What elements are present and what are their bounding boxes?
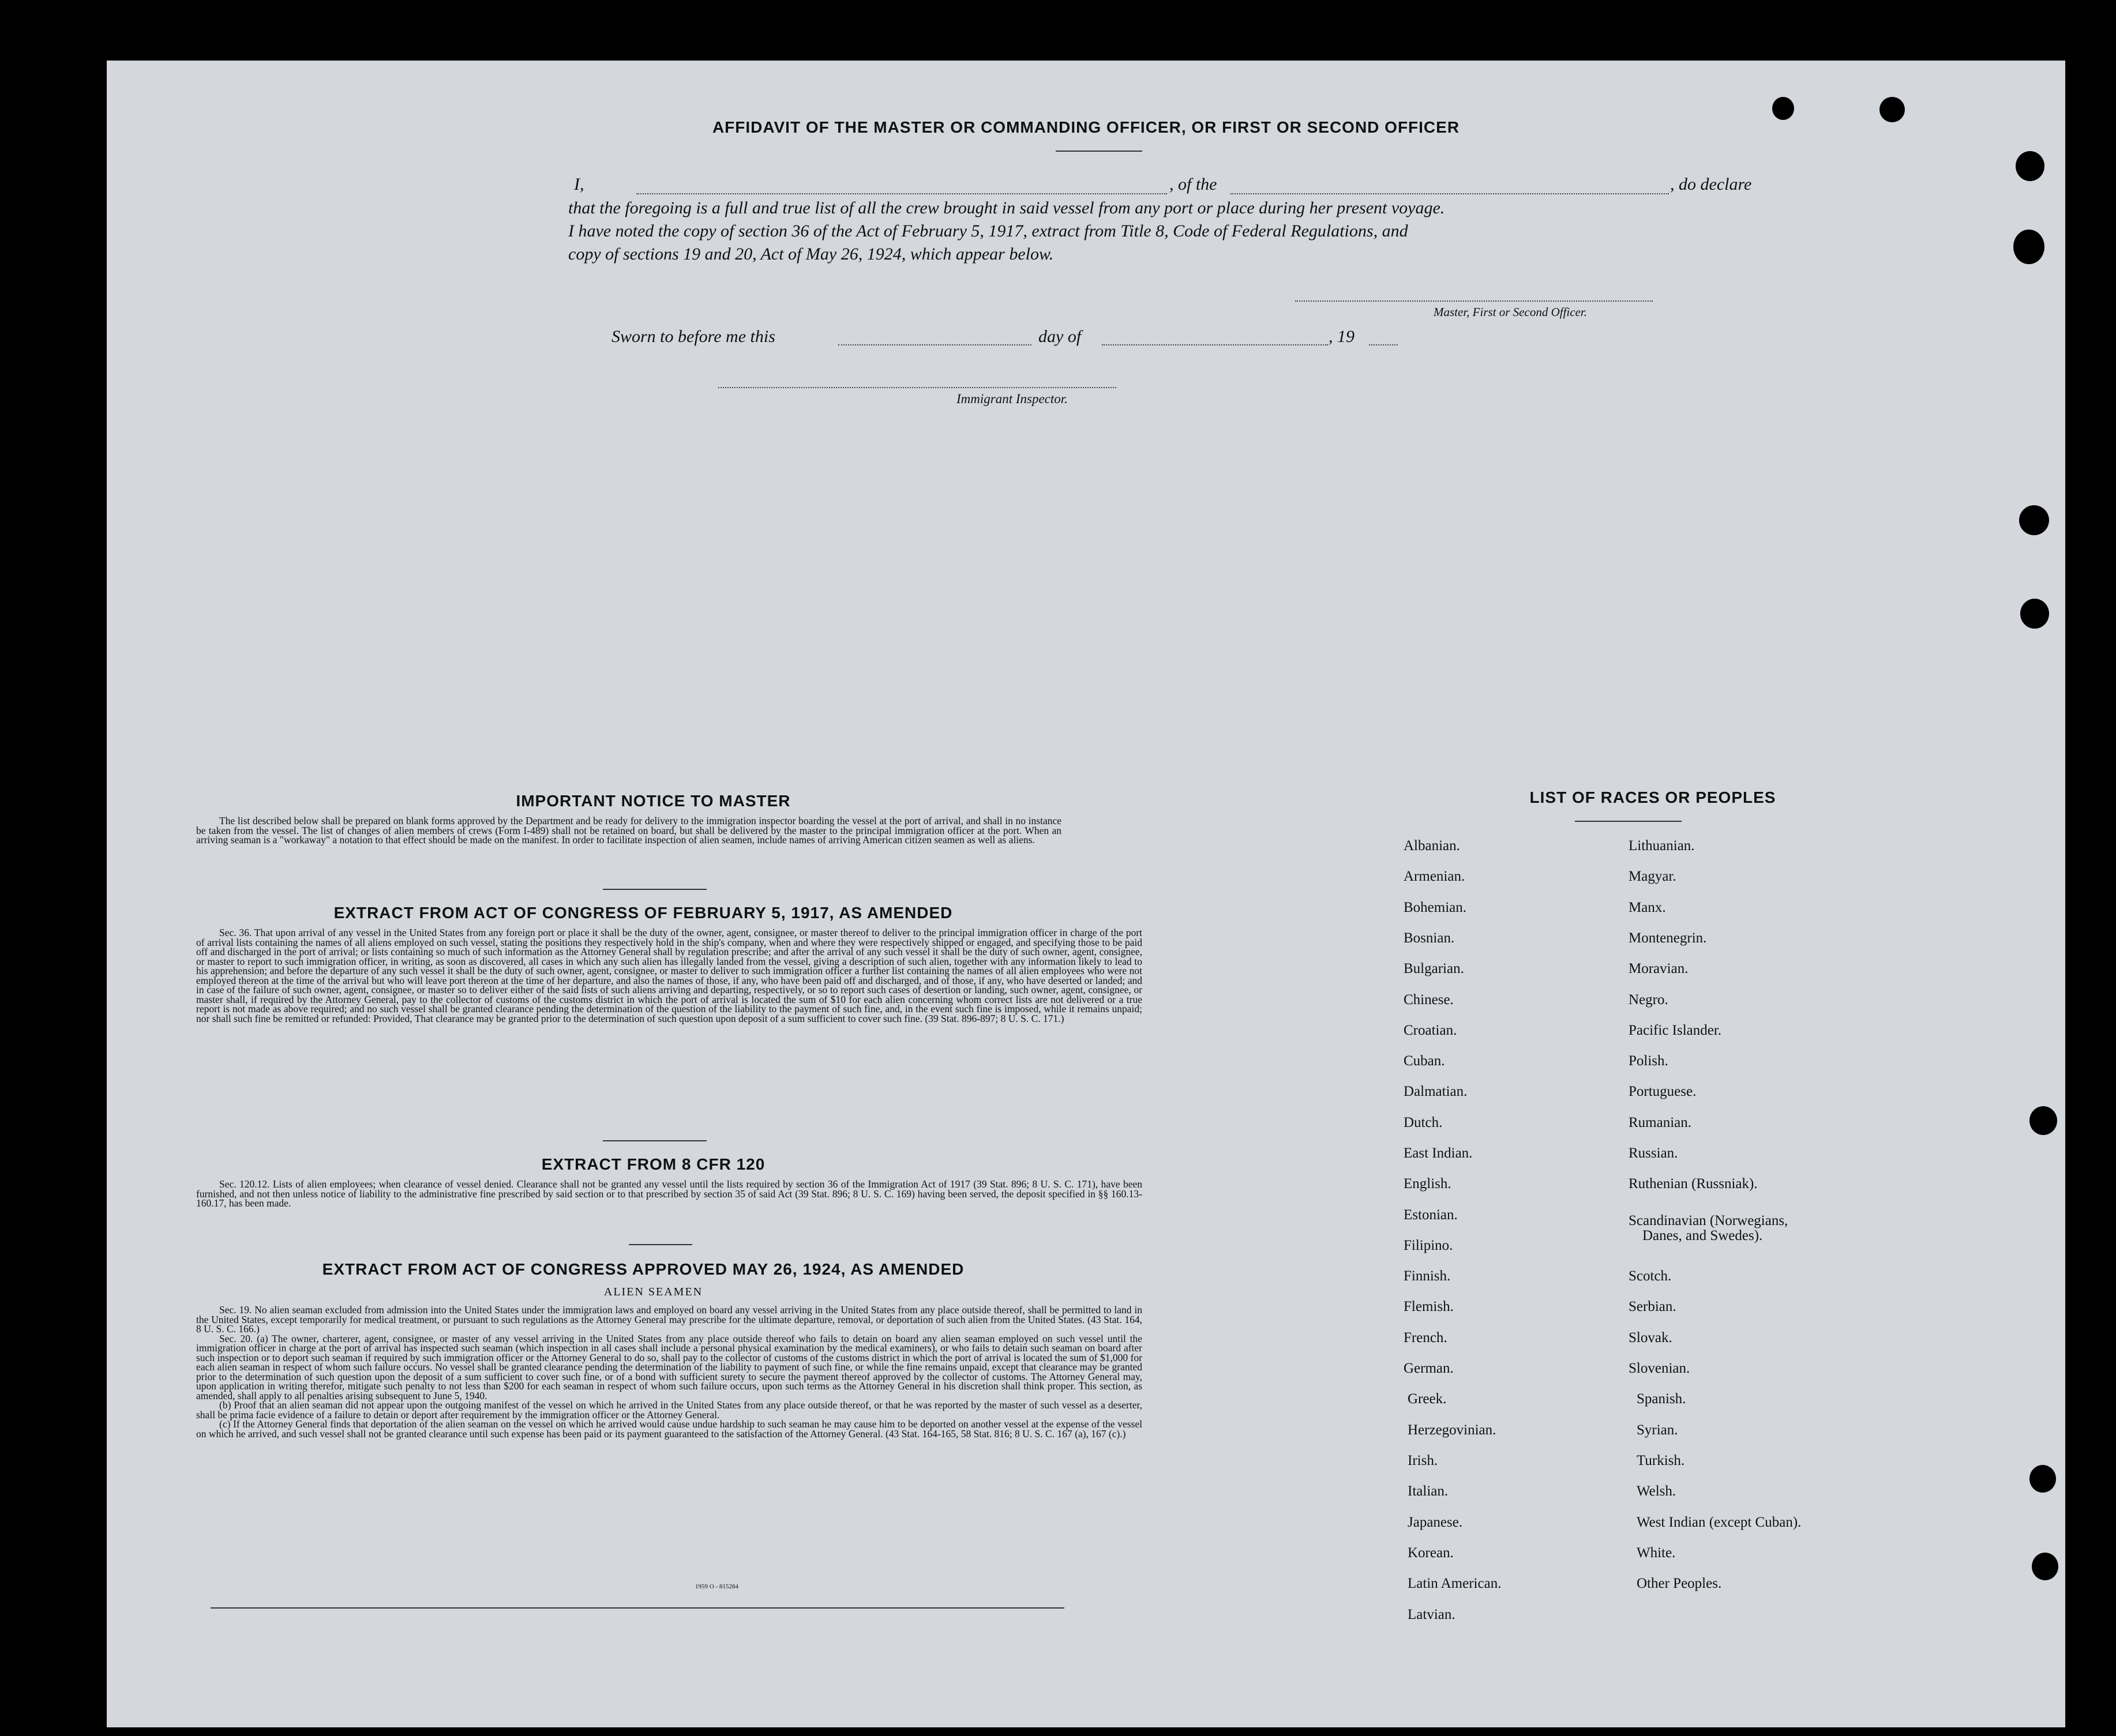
race-item: Slovak. — [1629, 1330, 1672, 1346]
race-item: Latvian. — [1408, 1607, 1455, 1622]
race-item: Polish. — [1629, 1053, 1668, 1069]
extract-1924-title: EXTRACT FROM ACT OF CONGRESS APPROVED MAY 26, 1924, AS AMENDED — [322, 1260, 965, 1278]
race-item: French. — [1404, 1330, 1447, 1346]
race-item: Chinese. — [1404, 992, 1454, 1008]
section-20b-paragraph: (b) Proof that an alien seaman did not appear upon the outgoing manifest of the vessel on which he arrived in the United States from any place outside thereof, or that he was reported by the master of such vessel as a deserter, shall be prima facie evidence of a failure to detain or deport after requirement by the immigration officer or the Attorney General. — [196, 1399, 1142, 1421]
race-item: Manx. — [1629, 900, 1666, 915]
race-item: Bulgarian. — [1404, 961, 1464, 976]
bottom-rule — [211, 1607, 1064, 1609]
extract-1924-subtitle: ALIEN SEAMEN — [603, 1286, 703, 1298]
race-item: Scandinavian (Norwegians, — [1629, 1213, 1788, 1228]
extract-cfr-paragraph: Sec. 120.12. Lists of alien employees; when clearance of vessel denied. Clearance shall not be granted any vessel until the lists required by section 36 of the Immigration Act of 1917 (39 Stat. 896; 8 U. S. C. 171), have been furnished, and not then unless notice of liability to the administrative fine prescribed by said section or to that prescribed by section 35 of said Act (39 Stat. 896; 8 U. S. C. 169) having been served, the deposit specified in §§ 160.13-160.17, has been made. — [196, 1178, 1142, 1209]
race-item: Albanian. — [1404, 838, 1460, 854]
notice-body — [196, 816, 1061, 845]
race-item: Other Peoples. — [1637, 1576, 1722, 1591]
race-item: Moravian. — [1629, 961, 1689, 976]
extract-1917-body — [196, 928, 1142, 1023]
punch-hole — [2032, 1553, 2058, 1580]
race-item: Danes, and Swedes). — [1642, 1228, 1763, 1243]
sworn-year-prefix: , 19 — [1329, 327, 1355, 346]
race-item: Japanese. — [1408, 1515, 1463, 1530]
race-item: Russian. — [1629, 1145, 1678, 1161]
race-item: Ruthenian (Russniak). — [1629, 1176, 1758, 1192]
race-item: Syrian. — [1637, 1422, 1678, 1438]
race-item: Welsh. — [1637, 1483, 1676, 1499]
affidavit-statement — [568, 197, 1775, 266]
vessel-field[interactable] — [1230, 193, 1669, 194]
sworn-month-field[interactable] — [1102, 344, 1328, 345]
inspector-signature-field[interactable] — [718, 387, 1116, 388]
race-item: Filipino. — [1404, 1238, 1453, 1253]
race-item: German. — [1404, 1361, 1454, 1376]
race-item: Turkish. — [1637, 1453, 1685, 1468]
affidavit-line-4: copy of sections 19 and 20, Act of May 26, 1924, which appear below. — [568, 245, 1054, 264]
punch-hole — [2019, 505, 2049, 535]
race-item: Slovenian. — [1629, 1361, 1690, 1376]
affidavit-i: I, — [574, 175, 584, 194]
race-item: West Indian (except Cuban). — [1637, 1515, 1802, 1530]
race-item: English. — [1404, 1176, 1451, 1192]
affidavit-line-3: I have noted the copy of section 36 of the Act of February 5, 1917, extract from Title 8, Code of Federal Regulations, and — [568, 221, 1408, 241]
master-signature-caption: Master, First or Second Officer. — [1434, 305, 1587, 319]
race-item: Portuguese. — [1629, 1084, 1697, 1099]
race-item: Negro. — [1629, 992, 1668, 1008]
extract-1917-paragraph: Sec. 36. That upon arrival of any vessel in the United States from any foreign port or place it shall be the duty of the owner, agent, consignee, or master thereof to deliver to the principal immigration officer in charge of the port of arrival lists containing the names of all aliens employed on such vessel, stating the positions they respectively hold in the ship's company, when and where they were respectively shipped or engaged, and specifying those to be paid off and discharged in the port of arrival; or lists containing so much of such information as the Attorney General shall by regulation prescribe; and after the arrival of any such vessel it shall be the duty of such owner, agent, consignee, or master to report to such immigration officer, in writing, as soon as discovered, all cases in which any such alien has illegally landed from the vessel, giving a description of such alien, together with any information likely to lead to his apprehension; and before the departure of any such vessel it shall be the duty of such owner, agent, consignee, or master to deliver to such immigration officer a further list containing the names of all alien employees who were not employed thereon at the time of the arrival but who will leave port thereon at the time of her departure, and also the names of those, if any, who have been paid off and discharged, and of those, if any, who have deserted or landed; and in case of the failure of such owner, agent, consignee, or master so to deliver either of the said lists of such aliens arriving and departing, respectively, or so to report such cases of desertion or landing, such owner, agent, consignee, or master shall, if required by the Attorney General, pay to the collector of customs of the customs district in which the port of arrival is located the sum of $10 for each alien concerning whom correct lists are not delivered or a true report is not made as above required; and no such vessel shall be granted clearance pending the determination of the question of the liability to the payment of such fine, and, in the event such fine is imposed, while it remains unpaid; nor shall such fine be remitted or refunded: Provided, That clearance may be granted prior to the determination of such question upon deposit of a sum sufficient to cover such fine. (39 Stat. 896-897; 8 U. S. C. 171.) — [196, 927, 1142, 1024]
sworn-day-of: day of — [1038, 327, 1082, 346]
section-20a-paragraph: Sec. 20. (a) The owner, charterer, agent, consignee, or master of any vessel arriving in the United States from any place outside thereof who fails to detain on board any alien seaman employed on such vessel until the immigration officer in charge at the port of arrival has inspected such seaman (which inspection in all cases shall include a personal physical examination by the medical examiners), or who fails to detain such seaman on board after such inspection or to deport such seaman if required by such immigration officer or the Attorney General to do so, shall pay to the collector of customs of the customs district in which the port of arrival is located the sum of $1,000 for each alien seaman in respect of whom such failure occurs. No vessel shall be granted clearance pending the determination of the liability to payment of such fine, or while the fine remains unpaid, except that clearance may be granted prior to the determination of such question upon the deposit of a sum sufficient to cover such fine, or of a bond with sufficient surety to secure the payment thereof approved by the collector of customs. The Attorney General may, upon application in writing therefor, mitigate such penalty to not less than $200 for each seaman in respect of whom such failure occurs, upon such terms as the Attorney General in his discretion shall think proper. This section, as amended, shall apply to all penalties arising subsequent to June 5, 1940. — [196, 1332, 1142, 1401]
divider — [603, 1140, 707, 1141]
punch-hole — [2013, 230, 2044, 264]
race-item: Finnish. — [1404, 1268, 1451, 1284]
race-item: Bosnian. — [1404, 930, 1455, 946]
punch-hole — [2029, 1465, 2056, 1493]
extract-1924-body — [196, 1305, 1142, 1438]
punch-hole — [1772, 97, 1794, 120]
extract-1917-title: EXTRACT FROM ACT OF CONGRESS OF FEBRUARY 5, 1917, AS AMENDED — [333, 904, 953, 922]
punch-hole — [1879, 97, 1905, 122]
printer-imprint: 1959 O - 815284 — [695, 1583, 738, 1590]
race-item: Latin American. — [1408, 1576, 1502, 1591]
race-item: Cuban. — [1404, 1053, 1445, 1069]
race-item: Armenian. — [1404, 869, 1465, 884]
race-item: Lithuanian. — [1629, 838, 1695, 854]
race-item: Scotch. — [1629, 1268, 1672, 1284]
extract-cfr-title: EXTRACT FROM 8 CFR 120 — [541, 1155, 766, 1173]
race-item: Dutch. — [1404, 1115, 1443, 1130]
race-item: Korean. — [1408, 1545, 1454, 1561]
race-item: East Indian. — [1404, 1145, 1473, 1161]
sworn-day-field[interactable] — [838, 344, 1031, 345]
race-item: Bohemian. — [1404, 900, 1467, 915]
divider — [603, 889, 707, 890]
inspector-caption: Immigrant Inspector. — [956, 392, 1068, 406]
affidavit-of-the: , of the — [1169, 175, 1217, 194]
race-item: Dalmatian. — [1404, 1084, 1468, 1099]
race-item: Serbian. — [1629, 1299, 1676, 1314]
race-item: Herzegovinian. — [1408, 1422, 1496, 1438]
affidavit-do-declare: , do declare — [1670, 175, 1752, 194]
race-item: Estonian. — [1404, 1207, 1458, 1223]
affidavit-line-2: that the foregoing is a full and true list of all the crew brought in said vessel from any port or place during her present voyage. — [568, 198, 1445, 217]
section-19-paragraph: Sec. 19. No alien seaman excluded from admission into the United States under the immigration laws and employed on board any vessel arriving in the United States from any place outside thereof, shall be permitted to land in the United States, except temporarily for medical treatment, or pursuant to such regulations as the Attorney General may prescribe for the ultimate departure, removal, or deportation of such alien from the United States. (43 Stat. 164, 8 U. S. C. 166.) — [196, 1304, 1142, 1335]
races-divider — [1575, 821, 1682, 822]
race-item: Spanish. — [1637, 1391, 1686, 1407]
race-item: White. — [1637, 1545, 1676, 1561]
sworn-text: Sworn to before me this — [611, 327, 775, 346]
form-page — [107, 61, 2065, 1727]
punch-hole — [2029, 1106, 2057, 1135]
extract-cfr-body — [196, 1179, 1142, 1208]
race-item: Croatian. — [1404, 1023, 1457, 1038]
race-item: Greek. — [1408, 1391, 1447, 1407]
notice-paragraph: The list described below shall be prepared on blank forms approved by the Department and be ready for delivery to the immigration inspector boarding the vessel at the port of arrival, and shall in no instance be taken from the vessel. The list of changes of alien members of crews (Form I-489) shall not be retained on board, but shall be delivered by the master to the principal immigration officer at the port. When an arriving seaman is a "workaway" a notation to that effect should be made on the manifest. In order to facilitate inspection of alien seamen, include names of arriving American citizen seamen as well as aliens. — [196, 815, 1061, 846]
punch-hole — [2016, 151, 2044, 181]
affidavit-title: AFFIDAVIT OF THE MASTER OR COMMANDING OFFICER, OR FIRST OR SECOND OFFICER — [712, 118, 1460, 136]
divider — [629, 1244, 692, 1245]
race-item: Magyar. — [1629, 869, 1676, 884]
sworn-year-field[interactable] — [1369, 344, 1398, 345]
race-item: Pacific Islander. — [1629, 1023, 1722, 1038]
race-item: Italian. — [1408, 1483, 1449, 1499]
title-divider — [1056, 151, 1142, 152]
name-field[interactable] — [636, 193, 1167, 194]
race-item: Irish. — [1408, 1453, 1438, 1468]
master-signature-field[interactable] — [1295, 300, 1653, 302]
section-20c-paragraph: (c) If the Attorney General finds that deportation of the alien seaman on the vessel on which he arrived would cause undue hardship to such seaman he may cause him to be deported on another vessel at the expense of the vessel on which he arrived, and such vessel shall not be granted clearance until such expense has been paid or its payment guaranteed to the satisfaction of the Attorney General. (43 Stat. 164-165, 58 Stat. 816; 8 U. S. C. 167 (a), 167 (c).) — [196, 1418, 1142, 1440]
race-item: Flemish. — [1404, 1299, 1454, 1314]
race-item: Rumanian. — [1629, 1115, 1692, 1130]
race-item: Montenegrin. — [1629, 930, 1707, 946]
punch-hole — [2020, 599, 2049, 629]
races-title: LIST OF RACES OR PEOPLES — [1529, 788, 1776, 806]
notice-title: IMPORTANT NOTICE TO MASTER — [516, 792, 791, 810]
